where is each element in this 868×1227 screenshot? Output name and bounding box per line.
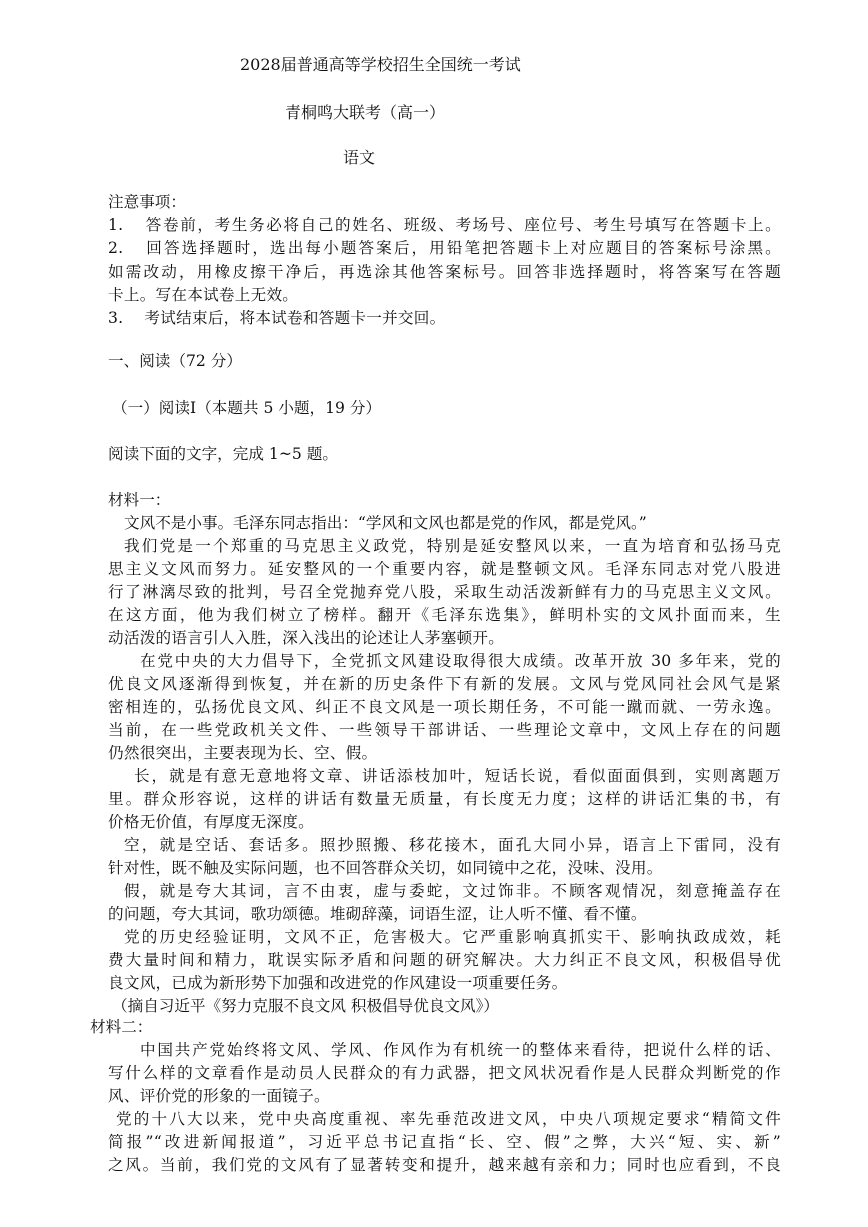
paragraph-line: 价格无价值，有厚度无深度。 <box>108 813 314 831</box>
paragraph-line: 中国共产党始终将文风、学风、作风作为有机统一的整体来看待，把说什么样的话、 <box>140 1041 781 1059</box>
paragraph-line: 长，就是有意无意地将文章、讲话添枝加叶，短话长说，看似面面俱到，实则离题万 <box>134 767 781 785</box>
paragraph-line: 党的十八大以来，党中央高度重视、率先垂范改进文风，中央八项规定要求“精简文件 <box>116 1110 781 1128</box>
paragraph-line: 在这方面，他为我们树立了榜样。翻开《毛泽东选集》，鲜明朴实的文风扑面而来，生 <box>108 606 781 624</box>
paragraph-line: 的问题，夸大其词，歌功颂德。堆砌辞藻，词语生涩，让人听不懂、看不懂。 <box>108 905 647 923</box>
exam-subtitle: 青桐鸣大联考（高一） <box>285 103 446 122</box>
paragraph-line: 优良文风逐渐得到恢复，并在新的历史条件下有新的发展。文风与党风同社会风气是紧 <box>108 675 781 693</box>
notice-line: 3. 考试结束后，将本试卷和答题卡一并交回。 <box>108 309 446 327</box>
reading-instruction: 阅读下面的文字，完成 1~5 题。 <box>108 445 338 463</box>
source-citation: （摘自习近平《努力克服不良文风 积极倡导优良文风》） <box>112 997 500 1015</box>
paragraph-line: 写什么样的文章看作是动员人民群众的有力武器，把文风状况看作是人民群众判断党的作 <box>108 1064 781 1082</box>
notice-line: 2. 回答选择题时，选出每小题答案后，用铅笔把答题卡上对应题目的答案标号涂黑。 <box>108 239 781 257</box>
material-heading: 材料一： <box>108 491 171 509</box>
paragraph-line: 假，就是夸大其词，言不由衷，虚与委蛇，文过饰非。不顾客观情况，刻意掩盖存在 <box>124 882 781 900</box>
paragraph-line: 文风不是小事。毛泽东同志指出：“学风和文风也都是党的作风，都是党风。” <box>124 514 647 532</box>
paragraph-line: 当前，在一些党政机关文件、一些领导干部讲话、一些理论文章中，文风上存在的问题 <box>108 721 781 739</box>
exam-title: 2028届普通高等学校招生全国统一考试 <box>240 55 521 74</box>
paragraph-line: 行了淋漓尽致的批判，号召全党抛弃党八股，采取生动活泼新鲜有力的马克思主义文风。 <box>108 583 781 601</box>
notice-heading: 注意事项： <box>108 193 186 211</box>
notice-line: 如需改动，用橡皮擦干净后，再选涂其他答案标号。回答非选择题时，将答案写在答题 <box>108 263 781 281</box>
paragraph-line: 良文风，已成为新形势下加强和改进党的作风建设一项重要任务。 <box>108 974 568 992</box>
paragraph-line: 密相连的，弘扬优良文风、纠正不良文风是一项长期任务，不可能一蹴而就、一劳永逸。 <box>108 698 781 716</box>
material-heading: 材料二： <box>90 1018 153 1036</box>
notice-line: 卡上。写在本试卷上无效。 <box>108 286 299 304</box>
paragraph-line: 仍然很突出，主要表现为长、空、假。 <box>108 744 378 762</box>
paragraph-line: 风、评价党的形象的一面镜子。 <box>108 1087 330 1105</box>
paragraph-line: 在党中央的大力倡导下，全党抓文风建设取得很大成绩。改革开放 30 多年来，党的 <box>140 652 781 670</box>
paragraph-line: 里。群众形容说，这样的讲话有数量无质量，有长度无力度；这样的讲话汇集的书，有 <box>108 790 781 808</box>
paragraph-line: 之风。当前，我们党的文风有了显著转变和提升，越来越有亲和力；同时也应看到，不良 <box>108 1156 781 1174</box>
paragraph-line: 我们党是一个郑重的马克思主义政党，特别是延安整风以来，一直为培育和弘扬马克 <box>124 537 781 555</box>
paragraph-line: 简报”“改进新闻报道”，习近平总书记直指“长、空、假”之弊，大兴“短、实、新” <box>108 1133 781 1151</box>
section-heading: 一、阅读（72 分） <box>108 352 242 370</box>
paragraph-line: 针对性，既不触及实际问题，也不回答群众关切，如同镜中之花，没味、没用。 <box>108 859 663 877</box>
subject-title: 语文 <box>343 148 376 167</box>
paragraph-line: 思主义文风而努力。延安整风的一个重要内容，就是整顿文风。毛泽东同志对党八股进 <box>108 560 781 578</box>
sub-section-heading: （一）阅读Ⅰ（本题共 5 小题，19 分） <box>112 399 382 417</box>
paragraph-line: 动活泼的语言引人入胜，深入浅出的论述让人茅塞顿开。 <box>108 629 505 647</box>
paragraph-line: 党的历史经验证明，文风不正，危害极大。它严重影响真抓实干、影响执政成效，耗 <box>124 928 781 946</box>
paragraph-line: 费大量时间和精力，耽误实际矛盾和问题的研究解决。大力纠正不良文风，积极倡导优 <box>108 951 781 969</box>
paragraph-line: 空，就是空话、套话多。照抄照搬、移花接木，面孔大同小异，语言上下雷同，没有 <box>124 836 781 854</box>
notice-line: 1. 答卷前，考生务必将自己的姓名、班级、考场号、座位号、考生号填写在答题卡上。 <box>108 216 781 234</box>
